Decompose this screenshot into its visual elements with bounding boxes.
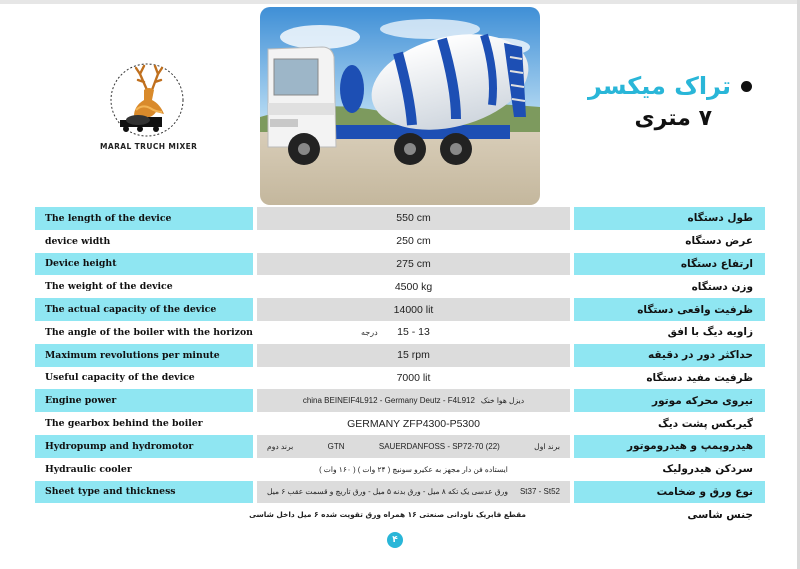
spec-row-width <box>35 230 765 253</box>
spec-label-en: The weight of the device <box>45 281 173 293</box>
spec-value: 15 rpm <box>257 344 570 367</box>
spec-steel-grade: St37 - St52 <box>519 487 560 497</box>
spec-label-fa: زاویه دیگ با افق <box>667 326 753 339</box>
page-number: ۴ <box>387 532 403 548</box>
spec-label-fa: نوع ورق و ضخامت <box>574 481 765 504</box>
spec-label-fa: وزن دستگاه <box>691 280 753 293</box>
truck-mixer-photo <box>260 7 540 205</box>
spec-label-fa: هیدروپمپ و هیدروموتور <box>574 435 765 458</box>
spec-table <box>35 207 765 526</box>
spec-label-fa: حداکثر دور در دقیقه <box>574 344 765 367</box>
spec-value-cell <box>257 458 570 481</box>
spec-label-fa: ارتفاع دستگاه <box>574 253 765 276</box>
brand-logo <box>100 60 198 160</box>
spec-label-fa: طول دستگاه <box>574 207 765 230</box>
chassis-note: مقطع فابریک ناودانی صنعتی ۱۶ همراه ورق تقویت شده ۶ میل داخل شاسی <box>249 510 526 519</box>
spec-row-hydraulic-cooler <box>35 458 765 481</box>
spec-row-weight <box>35 275 765 298</box>
spec-label-en: The angle of the boiler with the horizon <box>45 326 253 338</box>
spec-value-cell <box>257 481 570 504</box>
spec-row-length <box>35 207 765 230</box>
spec-label-en: The actual capacity of the device <box>35 298 253 321</box>
spec-value: 15 - 13 <box>397 326 430 339</box>
spec-label-fa: عرض دستگاه <box>685 235 753 248</box>
title-block <box>552 72 752 131</box>
spec-label-en <box>35 503 253 526</box>
spec-value: 7000 lit <box>396 371 431 384</box>
spec-row-max-rpm <box>35 344 765 367</box>
spec-label-en: Sheet type and thickness <box>35 481 253 504</box>
page-title <box>588 72 752 100</box>
spec-value-cell <box>257 389 570 412</box>
spec-label-en: Hydraulic cooler <box>45 463 132 475</box>
spec-label-fa: نیروی محرکه موتور <box>574 389 765 412</box>
spec-value: 4500 kg <box>394 280 433 293</box>
spec-row-engine-power <box>35 389 765 412</box>
spec-label-en: The gearbox behind the boiler <box>45 418 203 430</box>
spec-value: ایستاده فن دار مجهز به عکیرو سونیچ ( ۲۴ وات ) ( ۱۶۰ وات ) <box>319 464 508 474</box>
spec-brand-1-label: برند اول <box>534 441 560 451</box>
spec-label-en: Maximum revolutions per minute <box>35 344 253 367</box>
spec-label-fa: گیربکس پشت دیگ <box>658 417 753 430</box>
spec-row-hydropump <box>35 435 765 458</box>
spec-row-height <box>35 253 765 276</box>
spec-row-useful-capacity <box>35 367 765 390</box>
brand-name: MARAL TRUCH MIXER <box>100 142 198 151</box>
spec-row-boiler-angle <box>35 321 765 344</box>
spec-value: 14000 lit <box>257 298 570 321</box>
spec-value: 250 cm <box>396 235 431 248</box>
spec-value: GERMANY ZFP4300-P5300 <box>347 417 480 430</box>
spec-value: SAUERDANFOSS - SP72-70 (22) <box>378 441 500 451</box>
truck-mixer-image <box>260 7 540 205</box>
spec-label-fa: ظرفیت واقعی دستگاه <box>574 298 765 321</box>
spec-label-en: Device height <box>35 253 253 276</box>
spec-value-fa: دیزل هوا خنک <box>480 396 525 406</box>
bullet-icon <box>741 81 752 92</box>
spec-label-fa: جنس شاسی <box>687 508 753 521</box>
spec-brand-2-label: برند دوم <box>267 441 294 451</box>
spec-row-actual-capacity <box>35 298 765 321</box>
top-edge <box>0 0 800 4</box>
spec-label-fa: سردکن هیدرولیک <box>662 463 753 476</box>
spec-value: ورق عدسی یک تکه ۸ میل - ورق بدنه ۵ میل - ورق تاریچ و قسمت عقب ۶ میل <box>267 487 508 497</box>
spec-unit: درجه <box>361 327 378 337</box>
spec-label-en: Useful capacity of the device <box>45 372 195 384</box>
spec-label-en: The length of the device <box>35 207 253 230</box>
spec-value: china BEINEIF4L912 - Germany Deutz - F4L912 <box>302 396 475 406</box>
spec-row-sheet-type <box>35 481 765 504</box>
spec-value-cell <box>257 321 570 344</box>
title-main-text: تراک میکسر <box>587 72 731 100</box>
page-subtitle: ۷ متری <box>634 106 712 131</box>
spec-brand-2: GTN <box>327 441 345 451</box>
spec-label-fa: ظرفیت مفید دستگاه <box>646 371 753 384</box>
spec-label-en: device width <box>45 235 111 247</box>
spec-value: 275 cm <box>257 253 570 276</box>
spec-value-cell <box>257 435 570 458</box>
spec-row-gearbox <box>35 412 765 435</box>
spec-label-en: Hydropump and hydromotor <box>35 435 253 458</box>
deer-logo-icon <box>100 60 195 140</box>
spec-value: 550 cm <box>257 207 570 230</box>
spec-label-en: Engine power <box>35 389 253 412</box>
